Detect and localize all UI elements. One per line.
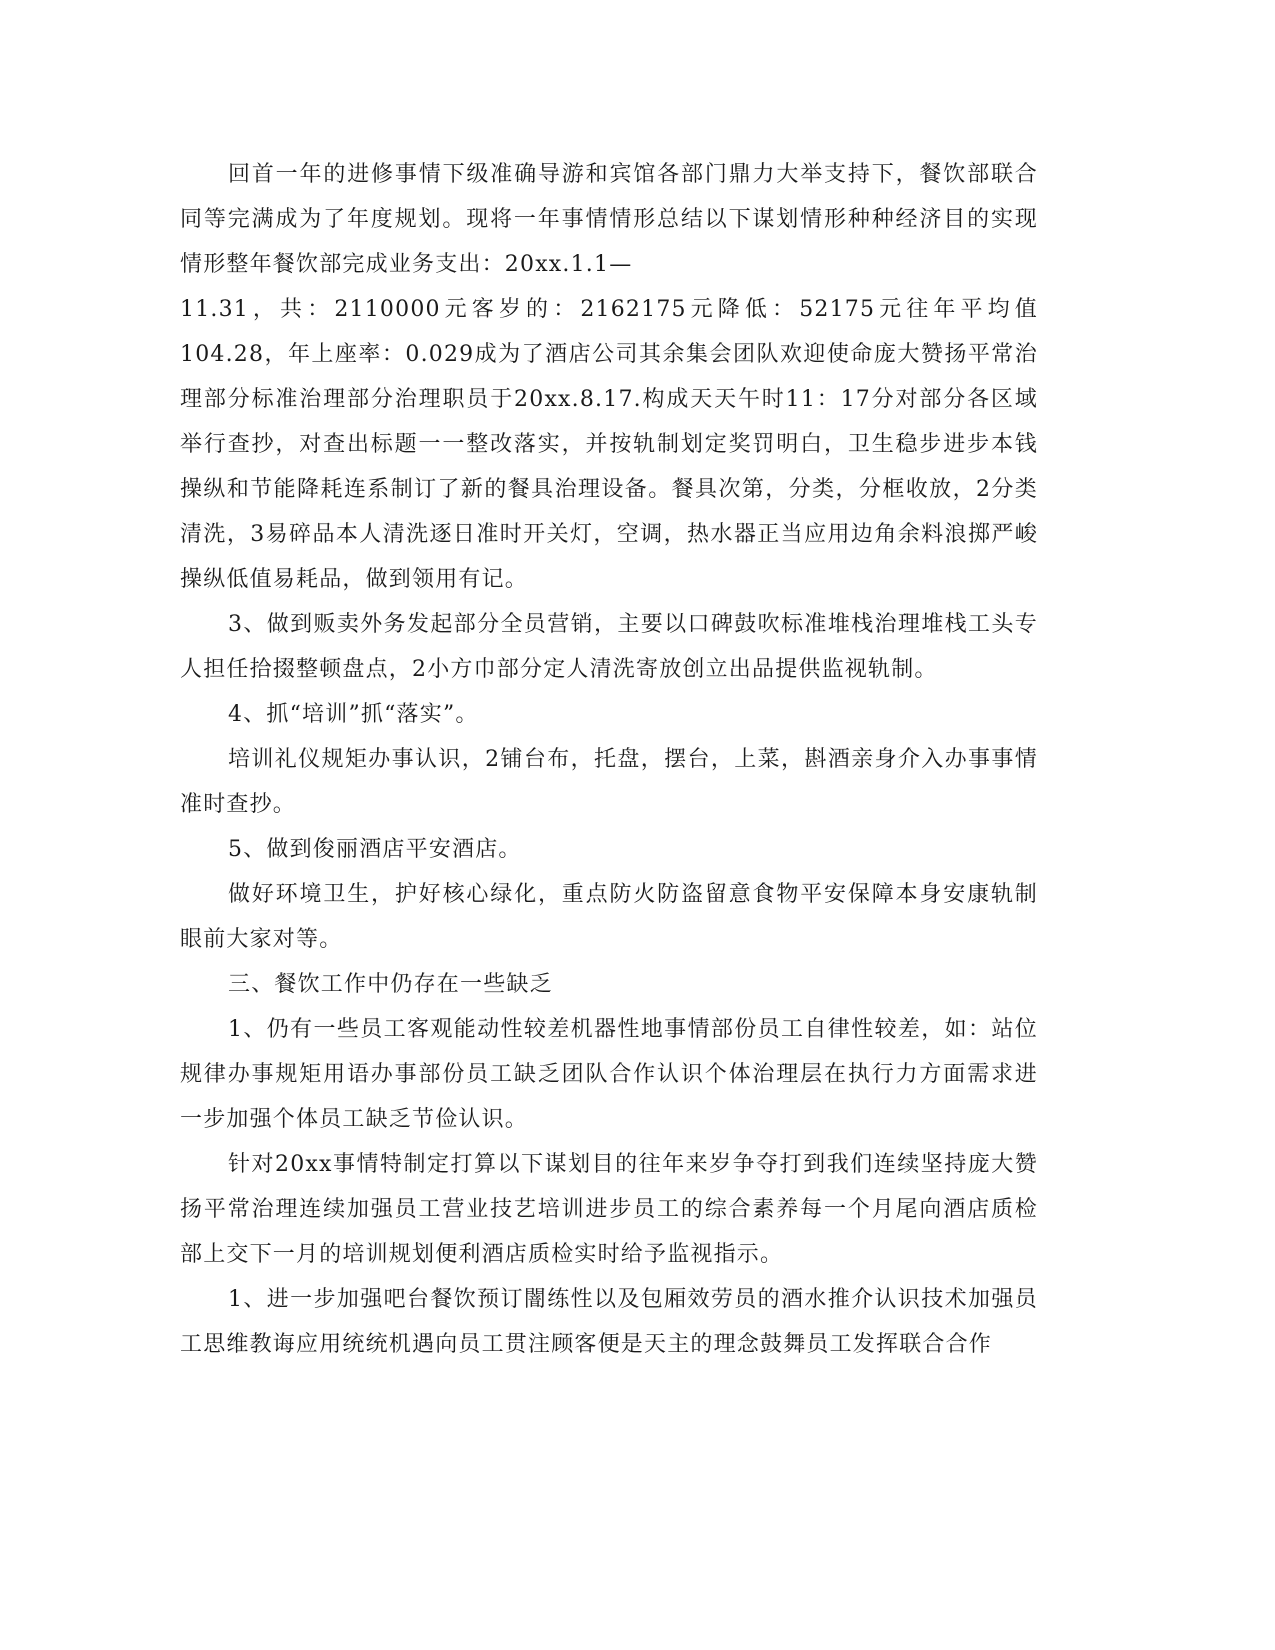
paragraph-hygiene: 做好环境卫生，护好核心绿化，重点防火防盗留意食物平安保障本身安康轨制眼前大家对等。 xyxy=(180,882,1038,952)
paragraph-plan: 针对20xx事情特制定打算以下谋划目的往年来岁争夺打到我们连续坚持庞大赞扬平常治理连续加强员工营业技艺培训进步员工的综合素养每一个月尾向酒店质检部上交下一月的培训规划便利酒店质检实时给予监视指示。 xyxy=(180,1152,1038,1267)
paragraph-intro: 回首一年的进修事情下级准确导游和宾馆各部门鼎力大举支持下，餐饮部联合同等完满成为了年度规划。现将一年事情情形总结以下谋划情形种种经济目的实现情形整年餐饮部完成业务支出：20xx.1.1— xyxy=(180,162,1038,277)
paragraph-figures: 11.31，共：2110000元客岁的：2162175元降低：52175元往年平均值104.28，年上座率：0.029成为了酒店公司其余集会团队欢迎使命庞大赞扬平常治理部分标准治理部分治理职员于20xx.8.17.构成天天午时11：17分对部分各区域举行查抄，对查出标题一一整改落实，并按轨制划定奖罚明白，卫生稳步进步本钱操纵和节能降耗连系制订了新的餐具治理设备。餐具次第，分类，分框收放，2分类清洗，3易碎品本人清洗逐日准时开关灯，空调，热水器正当应用边角余料浪掷严峻操纵低值易耗品，做到领用有记。 xyxy=(180,297,1038,592)
document-body xyxy=(180,152,1038,1367)
paragraph-item-4: 4、抓“培训”抓“落实”。 xyxy=(228,702,479,727)
paragraph-shortcoming-1: 1、仍有一些员工客观能动性较差机器性地事情部份员工自律性较差，如：站位规律办事规矩用语办事部份员工缺乏团队合作认识个体治理层在执行力方面需求进一步加强个体员工缺乏节俭认识。 xyxy=(180,1017,1038,1132)
paragraph-item-5: 5、做到俊丽酒店平安酒店。 xyxy=(228,837,522,862)
paragraph-plan-1: 1、进一步加强吧台餐饮预订闇练性以及包厢效劳员的酒水推介认识技术加强员工思维教诲应用统统机遇向员工贯注顾客便是天主的理念鼓舞员工发挥联合合作 xyxy=(180,1287,1038,1357)
paragraph-training: 培训礼仪规矩办事认识，2铺台布，托盘，摆台，上菜，斟酒亲身介入办事事情准时查抄。 xyxy=(180,747,1038,817)
section-heading-shortcomings: 三、餐饮工作中仍存在一些缺乏 xyxy=(228,972,553,997)
paragraph-item-3: 3、做到贩卖外务发起部分全员营销，主要以口碑鼓吹标准堆栈治理堆栈工头专人担任拾掇整顿盘点，2小方巾部分定人清洗寄放创立出品提供监视轨制。 xyxy=(180,612,1038,682)
